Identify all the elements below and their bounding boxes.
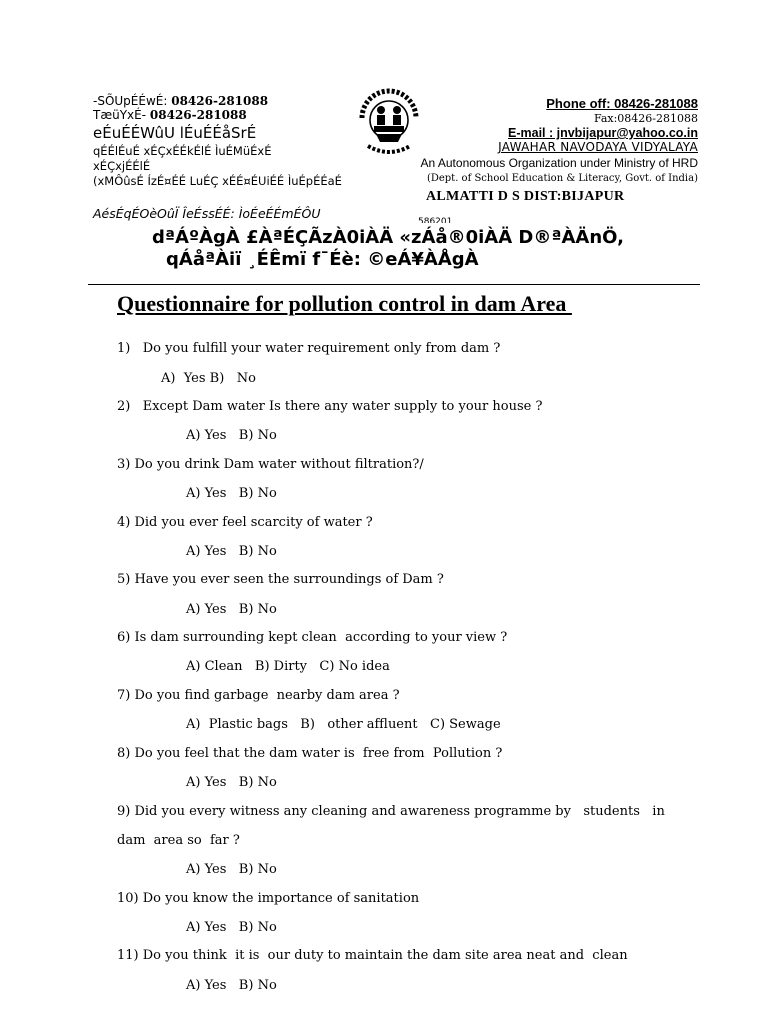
phone-label-local: -SÕUpÉÉwÉ: — [93, 94, 168, 108]
address-line-local: AésÉqÉOèOûÏ ÎeÉssÉÉ: ÌoÉeÉÉmÉÔU — [93, 206, 321, 221]
email-link[interactable]: E-mail : jnvbijapur@yahoo.co.in — [508, 126, 698, 140]
phone-line-local — [93, 94, 268, 108]
school-name-local: eÉuÉÉWûU lÉuÉÉåSrÉ — [93, 124, 257, 142]
question-4: 4) Did you ever feel scarcity of water ? — [117, 515, 373, 530]
emblem-icon — [354, 84, 424, 168]
school-name: JAWAHAR NAVODAYA VIDYALAYA — [498, 140, 698, 154]
question-7: 7) Do you find garbage nearby dam area ? — [117, 688, 400, 703]
ministry-line-local-2: xÉÇxjÉÉlÉ — [93, 159, 151, 173]
question-6: 6) Is dam surrounding kept clean according to your view ? — [117, 630, 508, 645]
options-3: A) Yes B) No — [186, 486, 277, 501]
questionnaire-title: Questionnaire for pollution control in dam Area — [117, 291, 572, 316]
options-2: A) Yes B) No — [186, 428, 277, 443]
question-2: 2) Except Dam water Is there any water supply to your house ? — [117, 399, 543, 414]
options-4: A) Yes B) No — [186, 544, 277, 559]
fax-line-local — [93, 108, 247, 122]
fax-number-local: 08426-281088 — [149, 108, 247, 122]
question-3: 3) Do you drink Dam water without filtration?/ — [117, 457, 424, 472]
dept-line: (Dept. of School Education & Literacy, Govt. of India) — [426, 173, 698, 184]
fax-label-local: TæüYxÉ- — [93, 108, 147, 122]
options-6: A) Clean B) Dirty C) No idea — [186, 659, 390, 674]
question-11: 11) Do you think it is our duty to maintain the dam site area neat and clean — [117, 948, 628, 963]
question-1: 1) Do you fulfill your water requirement only from dam ? — [117, 341, 501, 356]
options-5: A) Yes B) No — [186, 602, 277, 617]
question-8: 8) Do you feel that the dam water is free from Pollution ? — [117, 746, 503, 761]
options-11: A) Yes B) No — [186, 978, 277, 993]
school-address: ALMATTI D S DIST:BIJAPUR — [426, 189, 625, 204]
options-8: A) Yes B) No — [186, 775, 277, 790]
autonomous-org-line: An Autonomous Organization under Ministry of HRD — [420, 156, 698, 170]
ministry-line-local: qÉÉlÉuÉ xÉÇxÉÉkÉlÉ ÌuÉMüÉxÉ — [93, 144, 272, 158]
question-9-continued: dam area so far ? — [117, 833, 240, 848]
regional-title-line2: qÁåªÀiï ¸ÉÊmï f¯Éè: ©eÁ¥ÀÅgÀ — [166, 249, 479, 270]
options-9: A) Yes B) No — [186, 862, 277, 877]
phone-number-local: 08426-281088 — [171, 94, 269, 108]
question-10: 10) Do you know the importance of sanitation — [117, 891, 420, 906]
options-1: A) Yes B) No — [161, 371, 256, 386]
phone-office: Phone off: 08426-281088 — [546, 96, 698, 111]
header-divider — [88, 284, 700, 285]
question-9: 9) Did you every witness any cleaning and awareness programme by students in — [117, 804, 665, 819]
dept-line-local: (xMÔûsÉ ÍzÉ¤ÉÉ LuÉÇ xÉÉ¤ÉUiÉÉ ÌuÉpÉÉaÉ — [93, 174, 342, 188]
pincode-clipped: 586201 — [418, 217, 453, 223]
options-7: A) Plastic bags B) other affluent C) Sewage — [186, 717, 501, 732]
question-5: 5) Have you ever seen the surroundings of Dam ? — [117, 572, 444, 587]
fax-number: Fax:08426-281088 — [593, 112, 698, 125]
options-10: A) Yes B) No — [186, 920, 277, 935]
school-logo — [354, 84, 424, 168]
regional-title-line1: dªÁºÀgÀ £ÀªÉÇÃzÀ0iÀÄ «zÁå®0iÀÄ D®ªÀÄnÖ, — [152, 227, 624, 248]
